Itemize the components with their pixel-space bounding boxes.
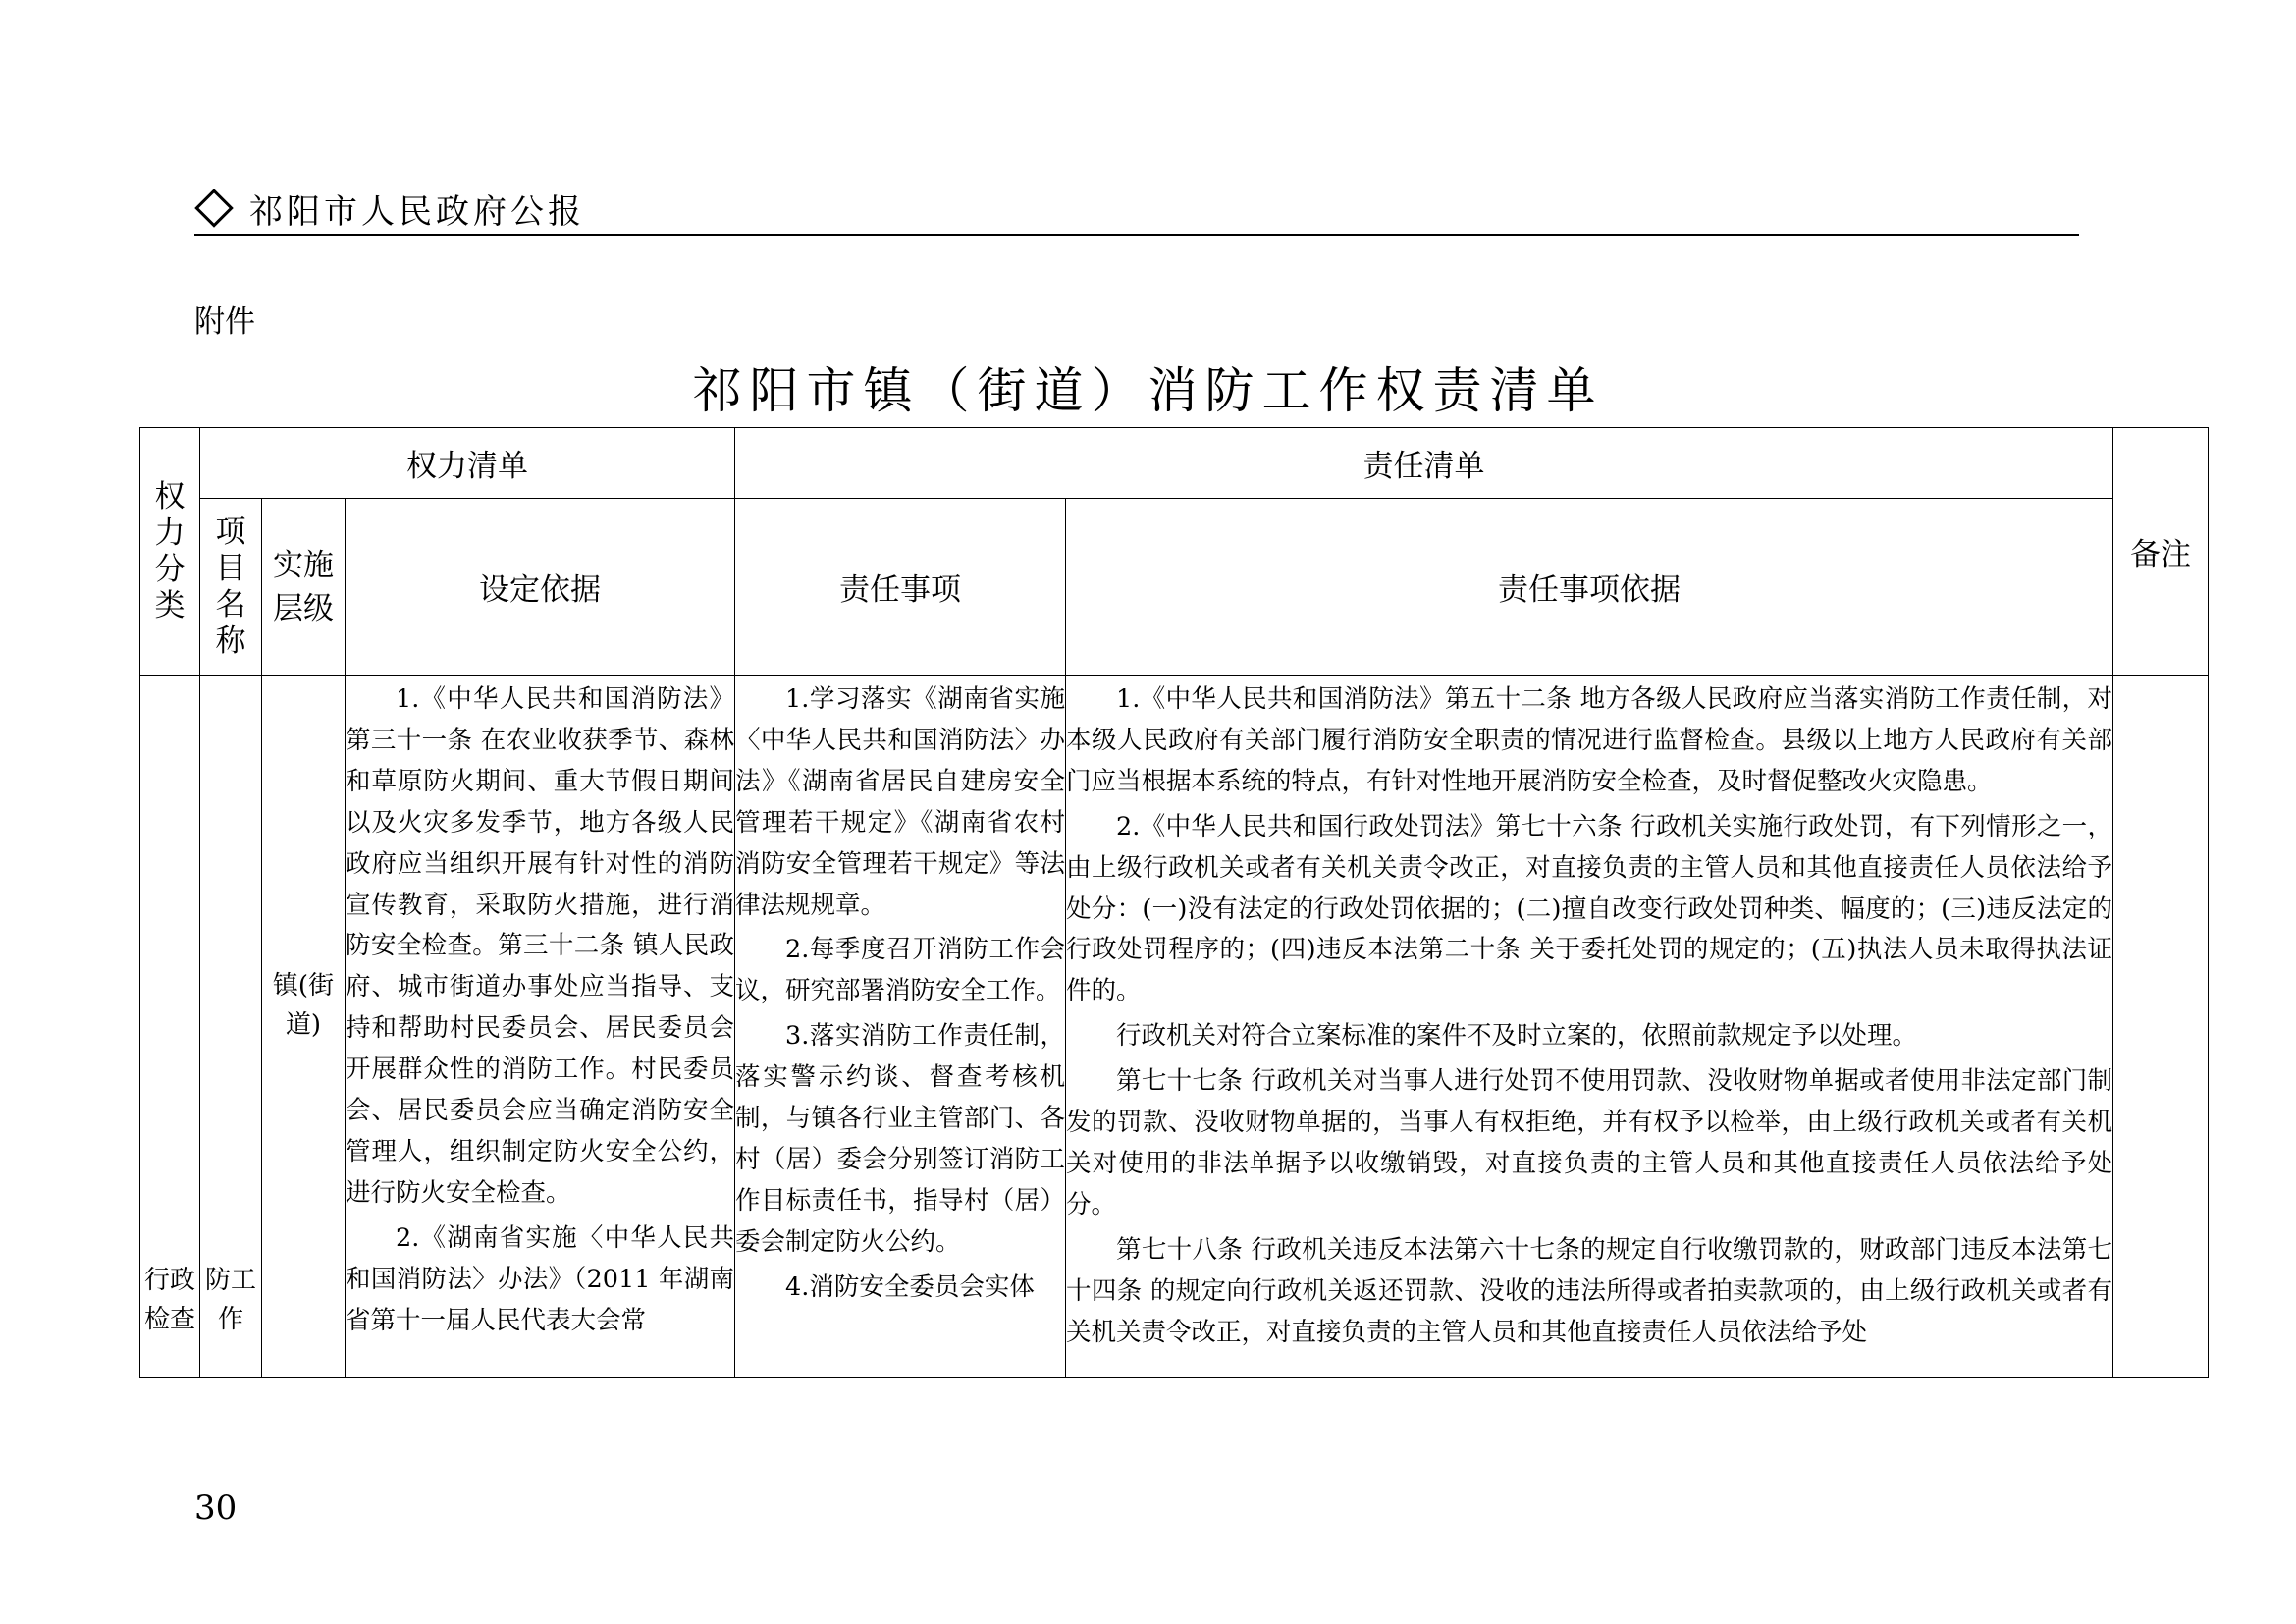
category-text: 行政检查 <box>143 1266 195 1334</box>
basis-paragraph: 2.《湖南省实施〈中华人民共和国消防法〉办法》（2011 年湖南省第十一届人民代表大会常 <box>346 1222 735 1335</box>
header-level: 实施层级 <box>262 499 346 676</box>
header-resp-basis: 责任事项依据 <box>1066 499 2113 676</box>
header-responsibility-list: 责任清单 <box>735 428 2113 499</box>
resp-item-paragraph: 4.消防安全委员会实体 <box>785 1272 1035 1302</box>
attachment-label: 附件 <box>194 304 255 340</box>
project-name-text: 防工作 <box>204 1266 256 1334</box>
category-cell <box>140 676 200 1378</box>
resp-item-paragraph: 2.每季度召开消防工作会议，研究部署消防安全工作。 <box>735 935 1066 1006</box>
resp-basis-paragraph: 2.《中华人民共和国行政处罚法》第七十六条 行政机关实施行政处罚，有下列情形之一，由上级行政机关或者有关机关责令改正，对直接负责的主管人员和其他直接责任人员依法给予处分：(一)没有法定的行政处罚依据的；(二)擅自改变行政处罚种类、幅度的；(三)违反法定的行政处罚程序的；(四)违反本法第二十条 关于委托处罚的规定的；(五)执法人员未取得执法证件的。 <box>1066 811 2113 1006</box>
resp-item-paragraph: 3.落实消防工作责任制，落实警示约谈、督查考核机制，与镇各行业主管部门、各村（居）委会分别签订消防工作目标责任书，指导村（居）委会制定防火公约。 <box>735 1021 1066 1257</box>
resp-basis-cell <box>1066 676 2113 1378</box>
header-category: 权力分类 <box>140 428 200 676</box>
resp-item-paragraph: 1.学习落实《湖南省实施〈中华人民共和国消防法〉办法》《湖南省居民自建房安全管理若干规定》《湖南省农村消防安全管理若干规定》等法律法规规章。 <box>735 684 1066 920</box>
resp-basis-paragraph: 行政机关对符合立案标准的案件不及时立案的，依照前款规定予以处理。 <box>1116 1021 1918 1052</box>
page-number: 30 <box>194 1489 238 1528</box>
resp-items-cell <box>735 676 1066 1378</box>
header-rule <box>194 234 2079 236</box>
diamond-icon <box>194 189 234 228</box>
header-basis: 设定依据 <box>346 499 735 676</box>
level-cell <box>262 676 346 1378</box>
header-resp-items: 责任事项 <box>735 499 1066 676</box>
header-remarks: 备注 <box>2113 428 2209 676</box>
page-header <box>194 183 2079 238</box>
level-text: 镇(街道) <box>272 971 335 1040</box>
remarks-cell <box>2113 676 2209 1378</box>
basis-cell <box>346 676 735 1378</box>
document-title: 祁阳市镇（街道）消防工作权责清单 <box>692 362 1604 419</box>
basis-paragraph: 1.《中华人民共和国消防法》第三十一条 在农业收获季节、森林和草原防火期间、重大节假日期间以及火灾多发季节，地方各级人民政府应当组织开展有针对性的消防宣传教育，采取防火措施，进行消防安全检查。第三十二条 镇人民政府、城市街道办事处应当指导、支持和帮助村民委员会、居民委员会开展群众性的消防工作。村民委员会、居民委员会应当确定消防安全管理人，组织制定防火安全公约，进行防火安全检查。 <box>346 684 735 1208</box>
resp-basis-paragraph: 1.《中华人民共和国消防法》第五十二条 地方各级人民政府应当落实消防工作责任制，对本级人民政府有关部门履行消防安全职责的情况进行监督检查。县级以上地方人民政府有关部门应当根据本系统的特点，有针对性地开展消防安全检查，及时督促整改火灾隐患。 <box>1066 684 2113 796</box>
publication-title: 祁阳市人民政府公报 <box>249 192 585 232</box>
header-project-name: 项目名称 <box>200 499 262 676</box>
responsibility-table <box>139 427 2209 1378</box>
resp-basis-paragraph: 第七十八条 行政机关违反本法第六十七条的规定自行收缴罚款的，财政部门违反本法第七十四条 的规定向行政机关返还罚款、没收的违法所得或者拍卖款项的，由上级行政机关或者有关机关责令改正，对直接负责的主管人员和其他直接责任人员依法给予处 <box>1066 1234 2113 1347</box>
resp-basis-paragraph: 第七十七条 行政机关对当事人进行处罚不使用罚款、没收财物单据或者使用非法定部门制发的罚款、没收财物单据的，当事人有权拒绝，并有权予以检举，由上级行政机关或者有关机关对使用的非法单据予以收缴销毁，对直接负责的主管人员和其他直接责任人员依法给予处分。 <box>1066 1066 2113 1219</box>
header-power-list: 权力清单 <box>200 428 735 499</box>
project-name-cell <box>200 676 262 1378</box>
